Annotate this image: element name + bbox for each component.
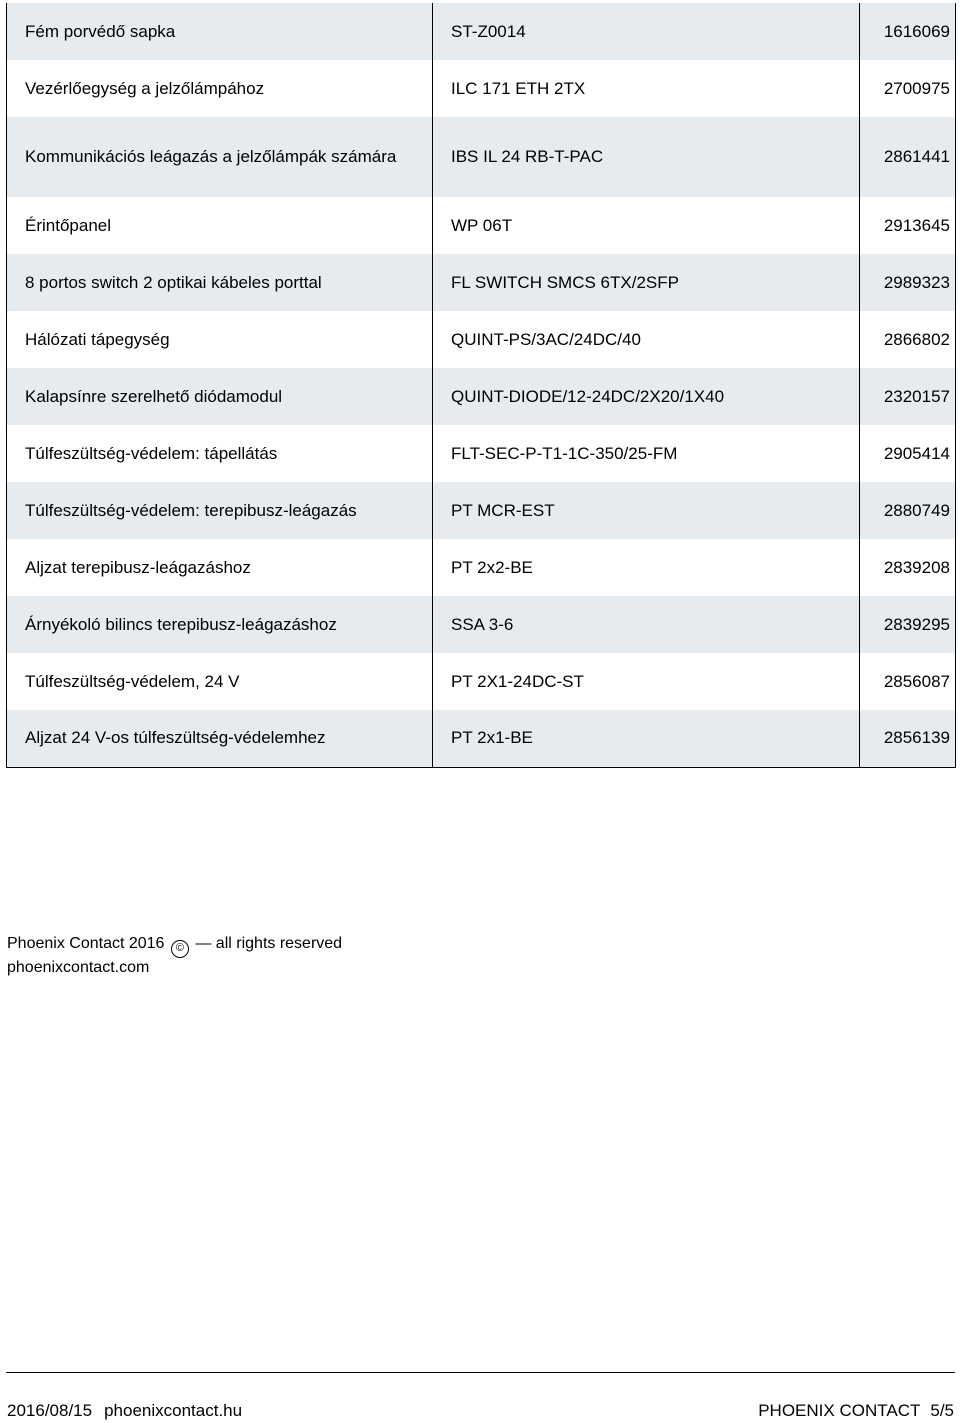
product-type: FLT-SEC-P-T1-1C-350/25-FM [433, 425, 860, 482]
order-number: 2856087 [860, 653, 956, 710]
copyright-owner: Phoenix Contact 2016 [7, 935, 165, 952]
table-row [7, 539, 956, 596]
footer-right [758, 1400, 954, 1422]
copyright-line [7, 934, 342, 958]
product-type: IBS IL 24 RB-T-PAC [433, 117, 860, 197]
order-number: 2320157 [860, 368, 956, 425]
product-name: Érintőpanel [7, 197, 433, 254]
product-type: QUINT-DIODE/12-24DC/2X20/1X40 [433, 368, 860, 425]
table-row [7, 3, 956, 60]
product-name: Kommunikációs leágazás a jelzőlámpák számára [7, 117, 433, 197]
table-row [7, 482, 956, 539]
product-type: PT 2x2-BE [433, 539, 860, 596]
table-row [7, 596, 956, 653]
product-name: 8 portos switch 2 optikai kábeles porttal [7, 254, 433, 311]
order-number: 2839208 [860, 539, 956, 596]
order-number: 2866802 [860, 311, 956, 368]
table-row [7, 368, 956, 425]
rights-text: — all rights reserved [195, 935, 343, 952]
product-name: Kalapsínre szerelhető diódamodul [7, 368, 433, 425]
order-number: 2989323 [860, 254, 956, 311]
order-number: 2839295 [860, 596, 956, 653]
table-row [7, 254, 956, 311]
copyright-block [7, 934, 342, 978]
table-row [7, 653, 956, 710]
table-row [7, 425, 956, 482]
product-name: Vezérlőegység a jelzőlámpához [7, 60, 433, 117]
copyright-icon: © [171, 940, 189, 958]
product-table [6, 3, 956, 768]
table-row [7, 311, 956, 368]
product-name: Túlfeszültség-védelem: tápellátás [7, 425, 433, 482]
product-name: Aljzat 24 V-os túlfeszültség-védelemhez [7, 710, 433, 767]
table-row [7, 710, 956, 767]
order-number: 1616069 [860, 3, 956, 60]
order-number: 2856139 [860, 710, 956, 767]
product-type: PT 2x1-BE [433, 710, 860, 767]
order-number: 2700975 [860, 60, 956, 117]
website-link[interactable]: phoenixcontact.com [7, 959, 150, 976]
order-number: 2905414 [860, 425, 956, 482]
product-type: FL SWITCH SMCS 6TX/2SFP [433, 254, 860, 311]
page-number: 5/5 [930, 1401, 954, 1420]
footer-date: 2016/08/15 [7, 1401, 93, 1420]
table-row [7, 197, 956, 254]
order-number: 2913645 [860, 197, 956, 254]
table-row [7, 60, 956, 117]
product-type: PT 2X1-24DC-ST [433, 653, 860, 710]
footer-brand: PHOENIX CONTACT [758, 1401, 921, 1420]
table-row [7, 117, 956, 197]
product-type: WP 06T [433, 197, 860, 254]
product-type: ILC 171 ETH 2TX [433, 60, 860, 117]
product-type: PT MCR-EST [433, 482, 860, 539]
footer-site-link[interactable]: phoenixcontact.hu [104, 1401, 243, 1420]
footer-divider [6, 1372, 955, 1373]
product-name: Túlfeszültség-védelem: terepibusz-leágazás [7, 482, 433, 539]
order-number: 2880749 [860, 482, 956, 539]
footer-left [7, 1400, 242, 1422]
product-name: Aljzat terepibusz-leágazáshoz [7, 539, 433, 596]
product-type: SSA 3-6 [433, 596, 860, 653]
product-name: Hálózati tápegység [7, 311, 433, 368]
product-name: Fém porvédő sapka [7, 3, 433, 60]
order-number: 2861441 [860, 117, 956, 197]
product-name: Túlfeszültség-védelem, 24 V [7, 653, 433, 710]
product-type: ST-Z0014 [433, 3, 860, 60]
product-name: Árnyékoló bilincs terepibusz-leágazáshoz [7, 596, 433, 653]
product-type: QUINT-PS/3AC/24DC/40 [433, 311, 860, 368]
